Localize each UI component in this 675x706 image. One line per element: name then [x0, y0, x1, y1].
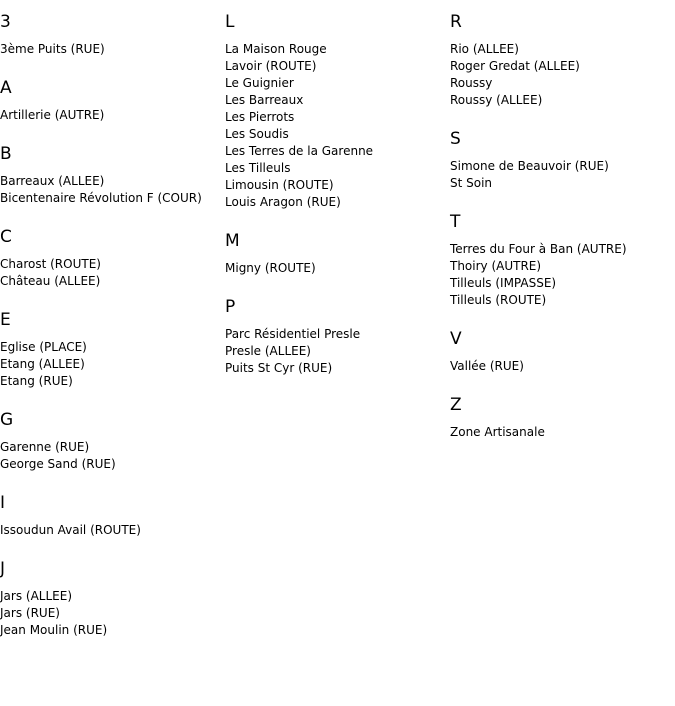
street-list	[0, 588, 225, 639]
street-link[interactable]: St Soin	[450, 176, 493, 190]
street-link[interactable]: Château (ALLEE)	[0, 274, 101, 288]
letter-heading: L	[225, 12, 235, 32]
street-index-column-2	[225, 0, 450, 377]
street-link[interactable]: Etang (ALLEE)	[0, 357, 85, 371]
letter-heading: S	[450, 129, 461, 149]
letter-group	[0, 390, 225, 473]
street-link[interactable]: Tilleuls (ROUTE)	[450, 293, 547, 307]
street-link[interactable]: Roussy (ALLEE)	[450, 93, 543, 107]
letter-group	[0, 290, 225, 390]
street-index-column-3	[450, 0, 675, 441]
street-link[interactable]: Simone de Beauvoir (RUE)	[450, 159, 609, 173]
street-list	[225, 41, 450, 211]
letter-heading: I	[0, 493, 6, 513]
letter-group	[225, 0, 450, 211]
letter-group	[450, 109, 675, 192]
street-link[interactable]: Jars (RUE)	[0, 606, 60, 620]
street-link[interactable]: Eglise (PLACE)	[0, 340, 87, 354]
street-list	[450, 158, 675, 192]
letter-heading: J	[0, 559, 6, 579]
letter-heading: C	[0, 227, 12, 247]
street-list	[0, 256, 225, 290]
street-link[interactable]: Parc Résidentiel Presle	[225, 327, 361, 341]
letter-group	[0, 58, 225, 124]
street-list	[450, 358, 675, 375]
street-link[interactable]: Roger Gredat (ALLEE)	[450, 59, 580, 73]
street-index-column-1	[0, 0, 225, 639]
street-link[interactable]: Bicentenaire Révolution F (COUR)	[0, 191, 202, 205]
street-link[interactable]: Barreaux (ALLEE)	[0, 174, 105, 188]
street-link[interactable]: Les Pierrots	[225, 110, 295, 124]
letter-heading: T	[450, 212, 461, 232]
letter-heading: R	[450, 12, 462, 32]
street-link[interactable]: Limousin (ROUTE)	[225, 178, 334, 192]
letter-group	[0, 473, 225, 539]
letter-heading: Z	[450, 395, 462, 415]
letter-heading: V	[450, 329, 462, 349]
street-list	[0, 522, 225, 539]
street-link[interactable]: 3ème Puits (RUE)	[0, 42, 105, 56]
letter-group	[225, 211, 450, 277]
street-link[interactable]: Les Soudis	[225, 127, 289, 141]
letter-group	[450, 192, 675, 309]
street-link[interactable]: Puits St Cyr (RUE)	[225, 361, 333, 375]
street-link[interactable]: George Sand (RUE)	[0, 457, 116, 471]
street-link[interactable]: Rio (ALLEE)	[450, 42, 519, 56]
street-link[interactable]: Les Barreaux	[225, 93, 304, 107]
letter-group	[0, 207, 225, 290]
street-link[interactable]: La Maison Rouge	[225, 42, 327, 56]
street-list	[0, 173, 225, 207]
letter-heading: B	[0, 144, 12, 164]
street-link[interactable]: Roussy	[450, 76, 493, 90]
letter-heading: A	[0, 78, 12, 98]
street-link[interactable]: Vallée (RUE)	[450, 359, 524, 373]
street-link[interactable]: Migny (ROUTE)	[225, 261, 316, 275]
street-link[interactable]: Zone Artisanale	[450, 425, 545, 439]
street-list	[0, 107, 225, 124]
street-list	[450, 241, 675, 309]
street-list	[225, 326, 450, 377]
street-link[interactable]: Artillerie (AUTRE)	[0, 108, 105, 122]
street-link[interactable]: Les Terres de la Garenne	[225, 144, 374, 158]
street-list	[0, 439, 225, 473]
street-link[interactable]: Garenne (RUE)	[0, 440, 90, 454]
street-list	[225, 260, 450, 277]
street-link[interactable]: Issoudun Avail (ROUTE)	[0, 523, 141, 537]
street-link[interactable]: Tilleuls (IMPASSE)	[450, 276, 557, 290]
street-link[interactable]: Lavoir (ROUTE)	[225, 59, 317, 73]
letter-group	[0, 539, 225, 639]
street-link[interactable]: Etang (RUE)	[0, 374, 73, 388]
letter-heading: M	[225, 231, 240, 251]
street-link[interactable]: Louis Aragon (RUE)	[225, 195, 341, 209]
street-list	[450, 41, 675, 109]
letter-heading: E	[0, 310, 11, 330]
street-link[interactable]: Les Tilleuls	[225, 161, 291, 175]
letter-group	[0, 0, 225, 58]
letter-group	[450, 375, 675, 441]
letter-group	[0, 124, 225, 207]
street-list	[450, 424, 675, 441]
letter-heading: G	[0, 410, 14, 430]
street-list	[0, 339, 225, 390]
letter-group	[225, 277, 450, 377]
street-link[interactable]: Thoiry (AUTRE)	[450, 259, 542, 273]
street-link[interactable]: Jars (ALLEE)	[0, 589, 72, 603]
street-list	[0, 41, 225, 58]
letter-heading: P	[225, 297, 236, 317]
street-link[interactable]: Presle (ALLEE)	[225, 344, 311, 358]
letter-group	[450, 0, 675, 109]
letter-heading: 3	[0, 12, 11, 32]
street-link[interactable]: Jean Moulin (RUE)	[0, 623, 108, 637]
street-link[interactable]: Le Guignier	[225, 76, 294, 90]
street-link[interactable]: Terres du Four à Ban (AUTRE)	[450, 242, 627, 256]
letter-group	[450, 309, 675, 375]
street-link[interactable]: Charost (ROUTE)	[0, 257, 101, 271]
